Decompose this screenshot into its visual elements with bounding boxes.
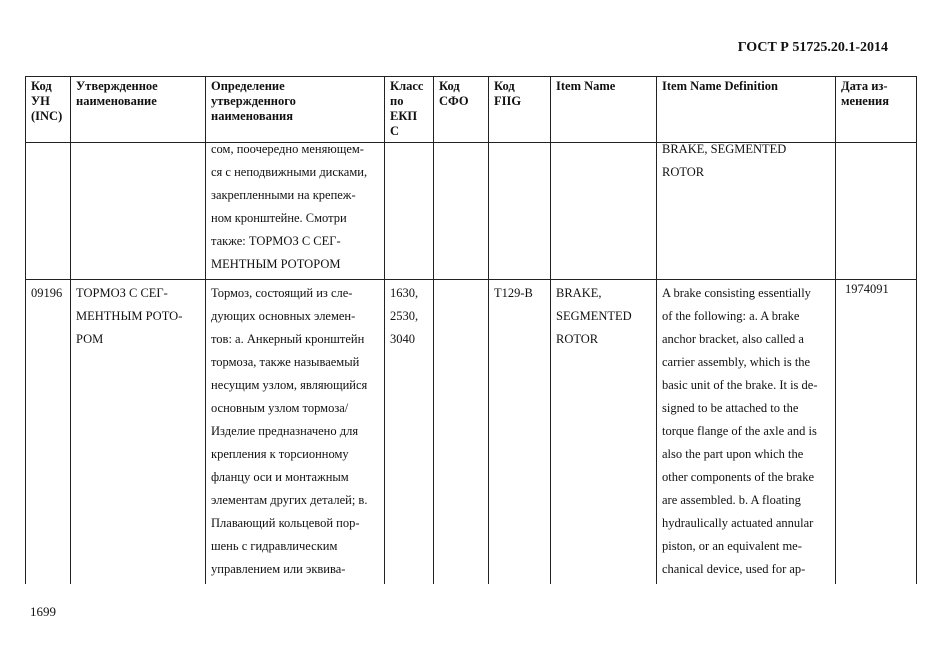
column-divider <box>433 76 434 584</box>
row-change-date: 1974091 <box>845 282 889 296</box>
header-inc: Код УН (INC) <box>31 79 63 123</box>
header-definition: Определение утвержденного наименования <box>211 79 296 123</box>
table-border-top <box>25 76 916 77</box>
row-class: 1630, 2530, 3040 <box>390 286 419 346</box>
row-item-name-definition: A brake consisting essentially of the following: a. A brake anchor bracket, also called a carrier assembly, which is the basic unit of the brake. It is de- signed to be attached to the torque flange of the axle and is also the part upon which the other components of the brake are assembled. b. A floating hydraulically actuated annular piston, or an equivalent me- chanical device, used for ap- <box>662 286 818 576</box>
header-approved-name: Утвержденное наименование <box>76 79 158 108</box>
continuation-definition: сом, поочередно меняющем- ся с неподвижными дисками, закрепленными на крепеж- ном кронштейне. Смотри также: ТОРМОЗ С СЕГ- МЕНТНЫМ РОТОРОМ <box>211 142 368 271</box>
row-definition: Тормоз, состоящий из сле- дующих основных элемен- тов: а. Анкерный кронштейн тормоза, также называемый несущим узлом, являющийся основным узлом тормоза/ Изделие предназначено для крепления к торсионному фланцу оси и монтажным элементам других деталей; в. Плавающий кольцевой пор- шень с гидравлическим управлением или эквива- <box>211 286 368 576</box>
header-change-date: Дата из- менения <box>841 79 889 108</box>
row-inc: 09196 <box>31 286 63 300</box>
row-item-name: BRAKE, SEGMENTED ROTOR <box>556 286 632 346</box>
row-approved-name: ТОРМОЗ С СЕГ- МЕНТНЫМ РОТО- РОМ <box>76 286 183 346</box>
header-item-name: Item Name <box>556 79 616 93</box>
row-fiig: T129-B <box>494 286 533 300</box>
column-divider <box>384 76 385 584</box>
page-number: 1699 <box>30 604 56 619</box>
header-class: Класс по ЕКП С <box>390 79 424 138</box>
column-divider <box>550 76 551 584</box>
continuation-item-name-definition: BRAKE, SEGMENTED ROTOR <box>662 142 787 179</box>
column-divider <box>70 76 71 584</box>
column-divider <box>205 76 206 584</box>
column-divider <box>656 76 657 584</box>
column-divider <box>835 76 836 584</box>
standard-title: ГОСТ Р 51725.20.1-2014 <box>737 40 888 55</box>
column-divider <box>488 76 489 584</box>
header-item-name-definition: Item Name Definition <box>662 79 778 93</box>
header-fiig: Код FIIG <box>494 79 522 108</box>
table-border-right <box>916 76 917 584</box>
header-sfo: Код СФО <box>439 79 469 108</box>
table-border-left <box>25 76 26 584</box>
row-divider <box>25 279 916 280</box>
